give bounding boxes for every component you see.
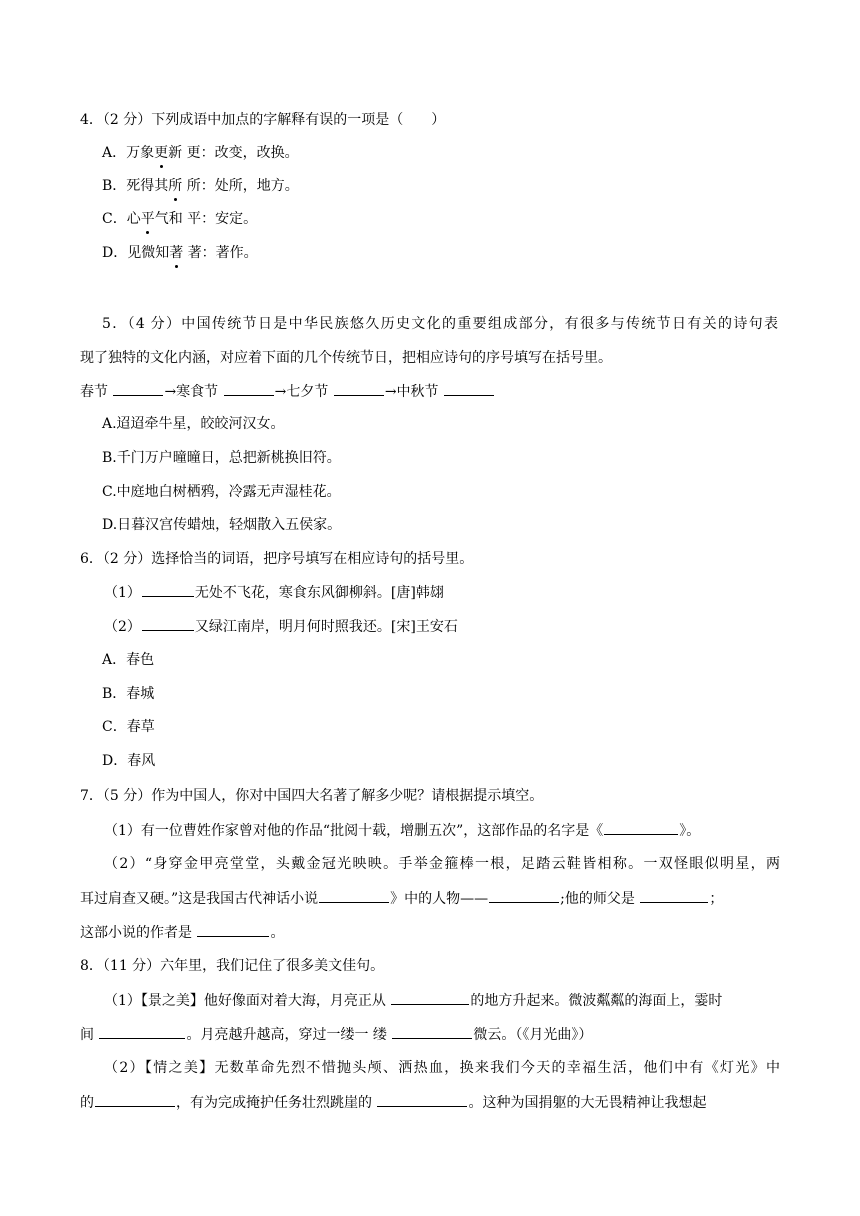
- q6-sub1: （1） 无处不飞花，寒食东风御柳斜。[唐]韩翃: [104, 582, 444, 602]
- emphasis-dot-char: 更: [154, 145, 169, 161]
- q6-option-b: B．春城: [102, 686, 155, 702]
- q5-stem-line2: 现了独特的文化内涵，对应着下面的几个传统节日，把相应诗句的序号填写在括号里。: [80, 350, 612, 366]
- q5-stem-line1: 5．（4 分）中国传统节日是中华民族悠久历史文化的重要组成部分，有很多与传统节日有关的诗句表: [102, 316, 778, 332]
- q5-festival-sequence: 春节 →寒食节 →七夕节 →中秋节: [80, 381, 495, 401]
- emphasis-dot-char: 著: [169, 245, 184, 261]
- q4-stem: 4．（2 分）下列成语中加点的字解释有误的一项是（ ）: [80, 112, 446, 128]
- answer-blank[interactable]: [334, 381, 384, 396]
- q4-option-d: D．见微知著 著：著作。: [102, 245, 258, 261]
- answer-blank[interactable]: [224, 381, 274, 396]
- answer-blank[interactable]: [604, 820, 678, 835]
- q8-sub1-line1: （1）【景之美】他好像面对着大海，月亮正从 的地方升起来。微波粼粼的海面上，霎时: [104, 990, 722, 1010]
- emphasis-dot-char: 所: [168, 178, 183, 194]
- q8-sub2-line2: 的 ，有为完成掩护任务壮烈跳崖的 。这种为国捐躯的大无畏精神让我想起: [80, 1092, 706, 1112]
- q7-sub2-line3: 这部小说的作者是 。: [80, 922, 284, 942]
- q7-sub2-line1: （2）“身穿金甲亮堂堂，头戴金冠光映映。手举金箍棒一根，足踏云鞋皆相称。一双怪眼似明星，两: [104, 856, 780, 872]
- q4-option-b: B．死得其所 所：处所，地方。: [102, 178, 299, 194]
- answer-blank[interactable]: [197, 922, 269, 937]
- answer-blank[interactable]: [489, 888, 559, 903]
- q6-option-d: D．春风: [102, 753, 156, 769]
- q4-option-a: A．万象更新 更：改变，改换。: [102, 145, 299, 161]
- q6-option-a: A．春色: [102, 652, 155, 668]
- answer-blank[interactable]: [377, 1092, 467, 1107]
- q6-stem: 6．（2 分）选择恰当的词语，把序号填写在相应诗句的括号里。: [80, 551, 474, 567]
- q8-sub2-line1: （2）【情之美】无数革命先烈不惜抛头颅、洒热血，换来我们今天的幸福生活，他们中有《灯光》中: [104, 1060, 780, 1076]
- answer-blank[interactable]: [392, 1024, 472, 1039]
- q5-option-a: A.迢迢牵牛星，皎皎河汉女。: [102, 416, 285, 432]
- answer-blank[interactable]: [319, 888, 389, 903]
- q7-stem: 7．（5 分）作为中国人，你对中国四大名著了解多少呢？请根据提示填空。: [80, 788, 544, 804]
- answer-blank[interactable]: [113, 381, 163, 396]
- q5-option-b: B.千门万户曈曈日，总把新桃换旧符。: [102, 450, 341, 466]
- q6-option-c: C．春草: [102, 719, 155, 735]
- q5-option-c: C.中庭地白树栖鸦，冷露无声湿桂花。: [102, 484, 341, 500]
- q6-sub2: （2） 又绿江南岸，明月何时照我还。[宋]王安石: [104, 616, 458, 636]
- answer-blank[interactable]: [391, 990, 469, 1005]
- q8-sub1-line2: 间 。月亮越升越高，穿过一缕一 缕 微云。（《月光曲》）: [80, 1024, 592, 1044]
- answer-blank[interactable]: [99, 1024, 185, 1039]
- answer-blank[interactable]: [95, 1092, 175, 1107]
- q4-option-c: C．心平气和 平：安定。: [102, 211, 258, 227]
- answer-blank[interactable]: [640, 888, 708, 903]
- answer-blank[interactable]: [142, 582, 194, 597]
- answer-blank[interactable]: [444, 381, 494, 396]
- emphasis-dot-char: 平: [140, 211, 155, 227]
- q8-stem: 8．（11 分）六年里，我们记住了很多美文佳句。: [80, 958, 385, 974]
- q5-option-d: D.日暮汉宫传蜡烛，轻烟散入五侯家。: [102, 517, 342, 533]
- q7-sub2-line2: 耳过肩查又硬。”这是我国古代神话小说 》中的人物—— ;他的师父是 ；: [80, 888, 723, 908]
- q7-sub1: （1）有一位曹姓作家曾对他的作品“批阅十载，增删五次”，这部作品的名字是《 》。: [104, 820, 700, 840]
- answer-blank[interactable]: [142, 616, 194, 631]
